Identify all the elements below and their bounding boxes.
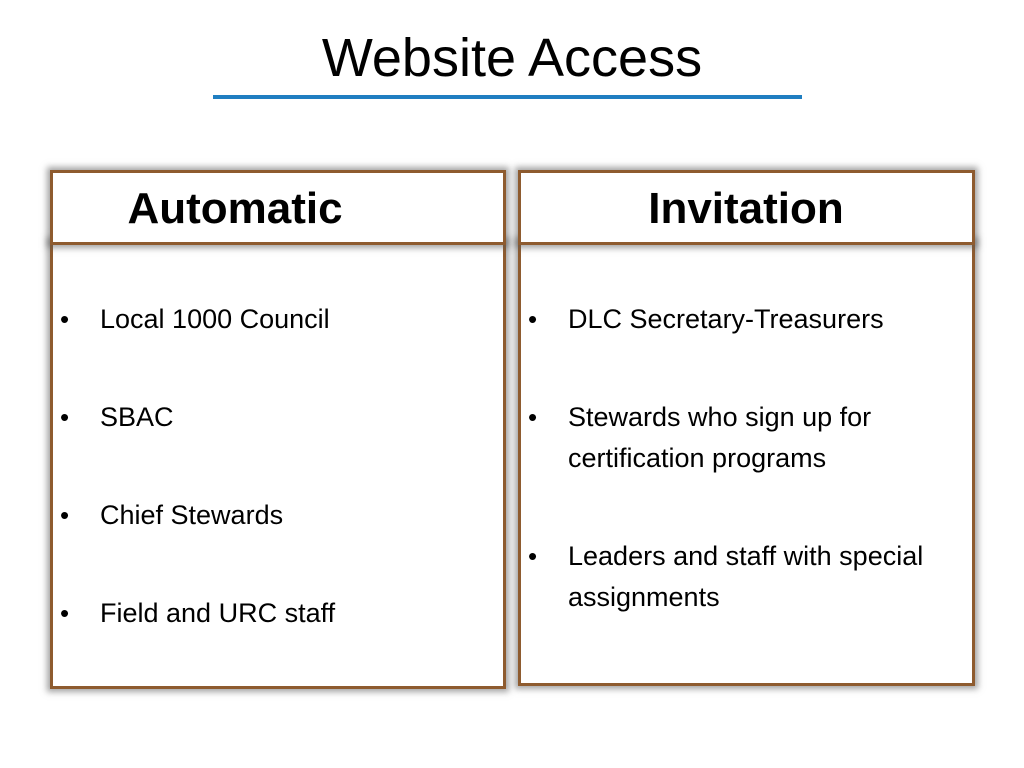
bullet-icon: •	[528, 541, 538, 571]
bullet-icon: •	[60, 598, 70, 628]
list-item	[50, 299, 490, 340]
list-item	[518, 299, 963, 340]
bullet-icon: •	[60, 500, 70, 530]
list-item-text: Field and URC staff	[100, 598, 336, 628]
bullet-icon: •	[60, 304, 70, 334]
list-item	[50, 495, 490, 536]
list-item	[50, 593, 490, 634]
list-item-text: Local 1000 Council	[100, 304, 330, 334]
list-item-text: SBAC	[100, 402, 174, 432]
slide-title: Website Access	[321, 28, 703, 88]
bullet-icon: •	[528, 304, 538, 334]
invitation-list	[518, 299, 963, 618]
title-underline	[213, 95, 802, 99]
list-item	[518, 397, 963, 479]
automatic-heading: Automatic	[127, 184, 343, 233]
bullet-icon: •	[528, 402, 538, 432]
list-item	[50, 397, 490, 438]
bullet-icon: •	[60, 402, 70, 432]
list-item-text: Leaders and staff with special assignments	[568, 541, 924, 612]
invitation-heading: Invitation	[648, 184, 844, 233]
list-item-text: Stewards who sign up for certification programs	[568, 402, 872, 473]
list-item-text: Chief Stewards	[100, 500, 284, 530]
automatic-list	[50, 299, 490, 634]
list-item-text: DLC Secretary-Treasurers	[568, 304, 884, 334]
list-item	[518, 536, 963, 618]
